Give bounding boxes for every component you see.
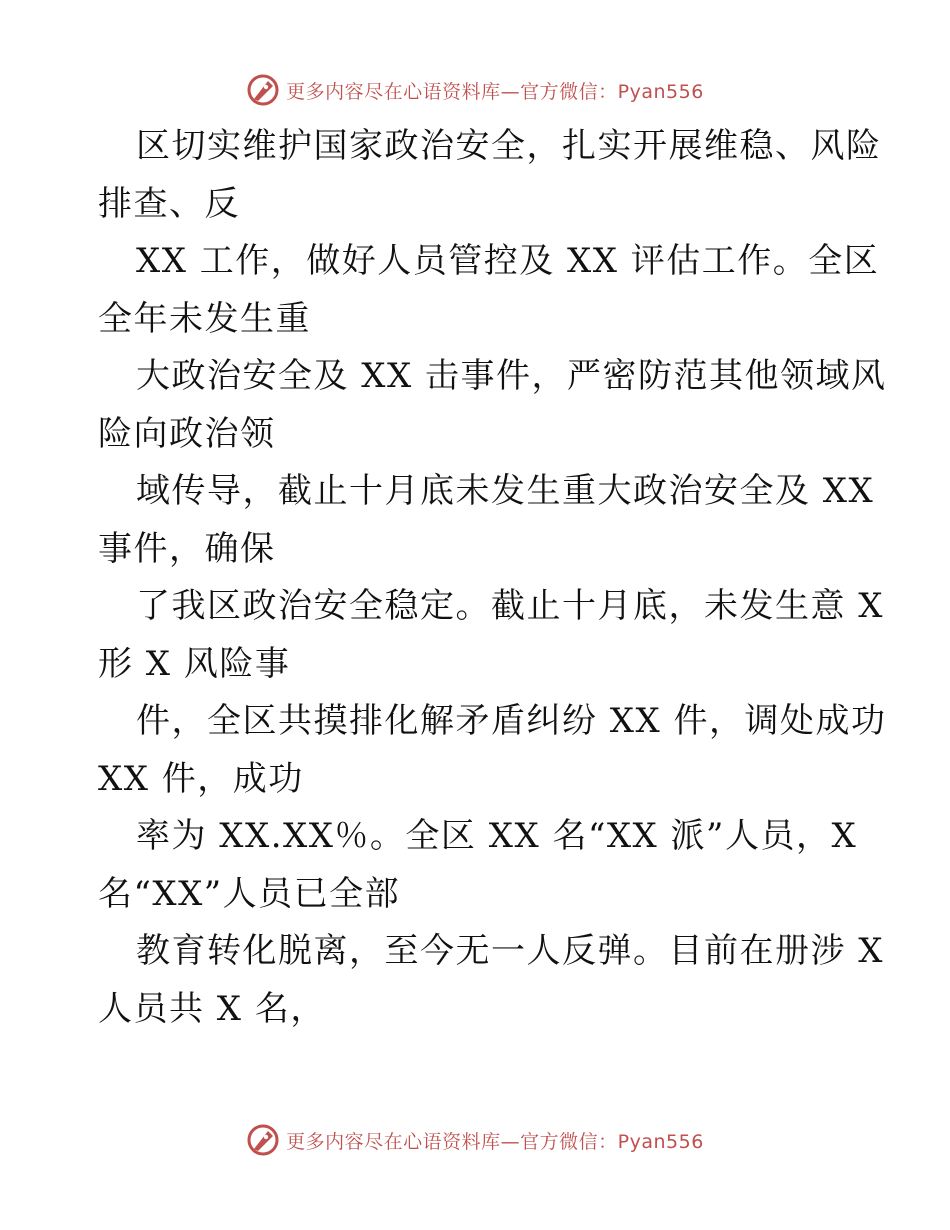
watermark-text: 更多内容尽在心语资料库—官方微信：Pyan556: [286, 80, 704, 103]
text-line: 人员共 X 名，: [98, 988, 326, 1029]
text-line: 险向政治领: [98, 413, 276, 454]
text-line: 大政治安全及 XX 击事件，严密防范其他领域风: [136, 356, 887, 396]
text-line: 排查、反: [98, 183, 240, 224]
footer-watermark: [0, 1120, 950, 1160]
text-line: XX 工作，做好人员管控及 XX 评估工作。全区: [136, 241, 880, 281]
text-line: 全年未发生重: [98, 298, 311, 339]
text-line: 教育转化脱离，至今无一人反弹。目前在册涉 X: [136, 931, 885, 971]
text-line: XX 件，成功: [98, 758, 304, 799]
text-line: 件，全区共摸排化解矛盾纠纷 XX 件，调处成功: [136, 701, 887, 741]
text-line: 率为 XX.XX％。全区 XX 名“XX 派”人员，X: [136, 816, 858, 856]
document-body: [98, 118, 887, 1038]
header-watermark: [0, 70, 950, 110]
text-line: 了我区政治安全稳定。截止十月底，未发生意 X: [136, 586, 885, 626]
text-line: 形 X 风险事: [98, 643, 291, 684]
text-line: 区切实维护国家政治安全，扎实开展维稳、风险: [136, 126, 882, 166]
text-line: 名“XX”人员已全部: [98, 873, 401, 914]
watermark-text: 更多内容尽在心语资料库—官方微信：Pyan556: [286, 1130, 704, 1153]
pen-nib-logo-icon: [246, 1123, 280, 1157]
text-line: 事件，确保: [98, 528, 276, 569]
text-line: 域传导，截止十月底未发生重大政治安全及 XX: [136, 471, 875, 511]
pen-nib-logo-icon: [246, 73, 280, 107]
